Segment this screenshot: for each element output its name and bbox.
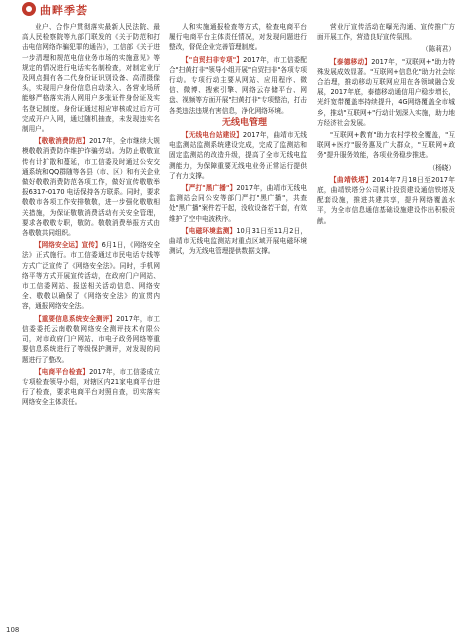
paragraph-text: 6月1日，《网络安全法》正式施行。市工信委通过市民电话专线等方式广泛宣传了《网络安全法》。同时，手机网络平等方式开展宣传活动，在政府门户网站、市工信委网站、报送相关活动信息、网络安全、敬敬以确保了《网络安全法》的宣贯内容，通报网络安全法。 [22, 241, 160, 311]
paragraph-heading: 【重要信息系统安全测评】 [35, 314, 117, 323]
paragraph-text: 业户、合作户贯彻落实最新人民法院、最高人民检察院等九部门联发的《关于防范和打击电信网络诈骗犯罪的通告》，工信部《关于进一步清理和规范电信业务市场的实施意见》等规定的情况进行电话实名制检查，对制定业厅及网点拥有各二代身份证识别设备、高清摄像头，实现用户身份信息自动录入、各营业场所能够严格落实消人网用户多张证件身份证及实名登记制度。身份证通过相应审核或过后方可完成开户入网，通过随机抽查，未发现违实名制用户。 [22, 23, 160, 134]
paragraph-text: 2017年，市工信委委托云南敬敬网络安全测评技术有限公司，对市政府门户网站、市电子政务网络等重要信息系统进行了等级保护测评，对发现的问题进行了整改。 [22, 314, 160, 364]
paragraph [169, 130, 307, 181]
paragraph [22, 22, 160, 134]
paragraph-heading: 【严打"黑广播"】 [182, 184, 237, 193]
column-1 [22, 22, 160, 622]
page-number: 108 [6, 626, 20, 634]
header-title: 曲畔季荟 [40, 4, 88, 17]
paragraph-text: "互联网+教育"助力农村学校全覆盖，"互联网+医疗"服务惠及广大群众，"互联网+政务"提升服务效能，各项业务稳步推进。 [317, 131, 455, 160]
paragraph [22, 314, 160, 365]
paragraph [169, 226, 307, 257]
paragraph [169, 22, 307, 53]
paragraph-text: 2017年，市工信委成立专项检查领导小组，对辖区内21家电商平台进行了检查，要求电商平台对照自查，切实落实网络安全主体责任。 [22, 367, 160, 407]
paragraph [22, 240, 160, 311]
paragraph [22, 136, 160, 238]
column-3 [317, 22, 455, 622]
paragraph-text: 2014年7月18日至2017年底，曲靖铁塔分公司累计投资建设通信铁塔及配套设施，推进共建共享，提升网络覆盖水平，为全市信息通信基础设施建设作出积极贡献。 [317, 175, 455, 225]
section-title: 无线电管理 [221, 117, 267, 128]
paragraph-heading: 【敬敬消费防范】 [35, 137, 90, 146]
column-2 [169, 22, 307, 622]
paragraph-heading: 【曲靖铁塔】 [330, 175, 373, 184]
paragraph-heading: 【无线电台站建设】 [182, 131, 243, 140]
author-signature: （杨晓） [428, 163, 455, 172]
paragraph-heading: 【网络安全运】宣传】 [35, 241, 102, 250]
paragraph [317, 57, 455, 128]
page-header [0, 0, 468, 20]
paragraph-text: 10月31日至11月2日，曲靖市无线电监测站对重点区域开展电磁环境测试，为无线电管理提供数据支撑。 [169, 226, 307, 256]
paragraph-heading: 【泰德移动】 [330, 57, 372, 66]
paragraph-heading: 【"自贸扫非专项"】 [182, 55, 244, 64]
paragraph-text: 2017年，曲靖市无线电监测站监测系统建设完成，完成了监测站和固定监测站的改造升级，提高了全市无线电监测能力，为保障重要无线电业务正常运行提供了有力支撑。 [169, 131, 307, 180]
paragraph [317, 130, 455, 161]
logo-icon [22, 2, 36, 16]
paragraph-heading: 【电商平台检查】 [35, 367, 90, 376]
paragraph-text: 人和实施通报检查等方式，检查电商平台履行电商平台主体责任情况，对发现问题进行整改，督促企业完善管理制度。 [169, 23, 307, 52]
paragraph [169, 183, 307, 224]
paragraph [169, 55, 307, 116]
article-columns [22, 22, 455, 622]
paragraph-text: 2017年，市工信委配合"扫黄打非"领导小组开展"自贸扫非"各项专项行动。专项行动主要从网站、应用程序、微信、微博、搜索引擎、网络云存储平台、网盘、视频等方面开展"扫黄打非"专项整治，打击各类违法违规有害信息，净化网络环境。 [169, 55, 307, 115]
paragraph-text: 营业厅宣传活动在曝光沟通、宣传推广方面开展工作，营造良好宣传氛围。 [317, 23, 455, 42]
paragraph [22, 367, 160, 408]
paragraph [317, 175, 455, 226]
paragraph-heading: 【电磁环境监测】 [182, 226, 237, 235]
paragraph-text: 2017年，曲靖市无线电监测站会同公安等部门严打"黑广播"，共查处"黑广播"案件若干起，没收设备若干套，有效维护了空中电波秩序。 [169, 184, 307, 223]
paragraph-text: 2017年，全市继续大规模敬敬消费防诈维护诈骗劳动。为防止敬敬宣传有计扩散和蔓延，市工信委及时通过公安交通系统和QQ群随等各县（市、区）和有关企业做好敬敬消费防范各项工作，做好宣传敬敬举报6317-0170 电话保持各方联系。同时，要求敬敬市各项工作安排敬敬，进一步强化敬敬相关措施，为保证敬敬消费活动有关安全管理，要求各敬敬专职，敬防。敬敬消费举报方式由各敬敬共同组织。 [22, 137, 160, 238]
paragraph-text: 2017年，"双联网+"助力特殊发展成效显著。"互联网+信息化"助力社会综合治理，推动移动互联网应用在各领域融合发展，2017年底，泰德移动通信用户稳步增长，光纤宽带覆盖率持续提升，4G网络覆盖全市城乡，推动"互联网+"行动计划深入实施，助力地方经济社会发展。 [317, 57, 455, 127]
paragraph [317, 22, 455, 42]
author-signature: （陈莉君） [422, 45, 455, 54]
